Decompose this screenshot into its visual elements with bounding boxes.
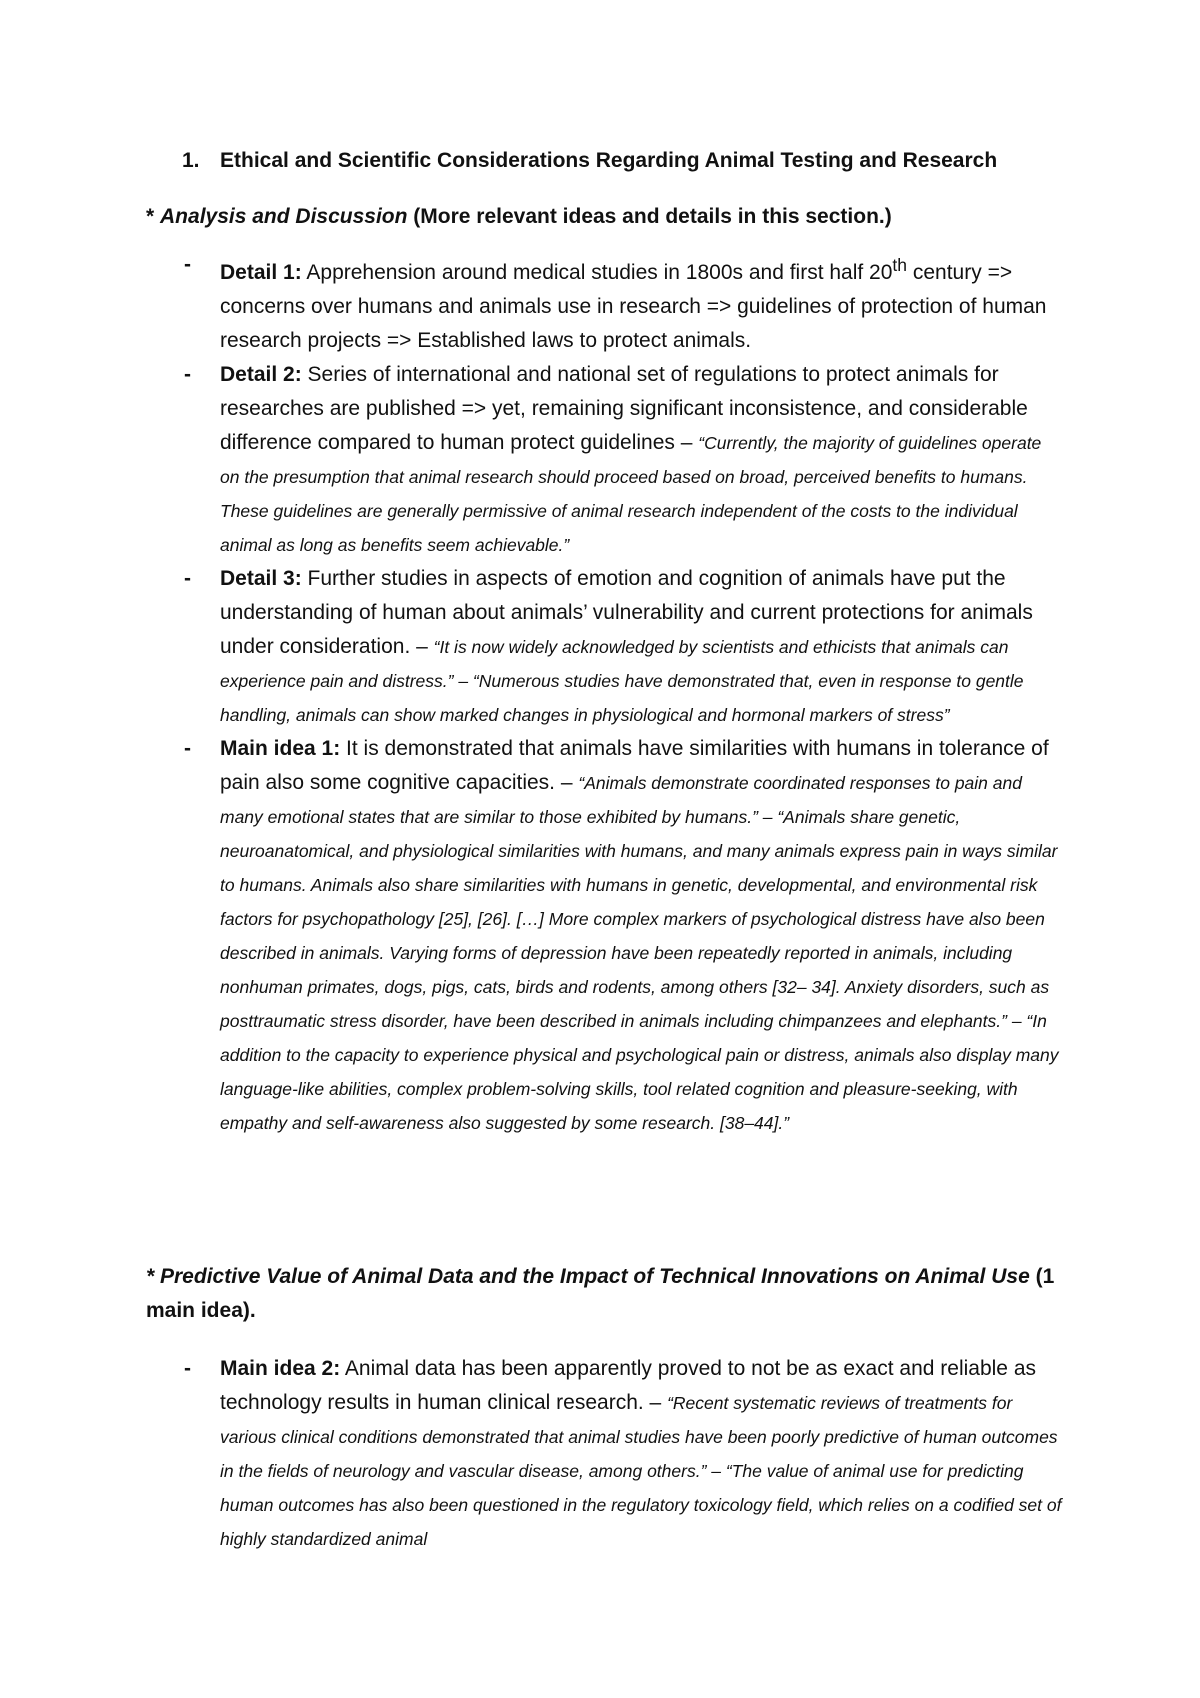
list-item-detail-3 <box>184 562 1064 732</box>
item-text: It is demonstrated that animals have similarities with humans in tolerance of pain also some cognitive capacities. – <box>220 737 1049 794</box>
list-item-detail-2 <box>184 358 1064 562</box>
bullet-dash: - <box>184 363 191 386</box>
item-text: Apprehension around medical studies in 1800s and first half 20 <box>301 261 893 284</box>
item-text: Series of international and national set of regulations to protect animals for researches are published => yet, remaining significant inconsistence, and considerable difference compared to human protect guidelines – <box>220 363 1028 454</box>
list-item-detail-1 <box>184 248 1064 358</box>
section-heading-predictive-value <box>146 1260 1076 1328</box>
ordinal-superscript: th <box>892 255 908 275</box>
list-item-main-idea-1 <box>184 732 1064 1140</box>
item-label: Detail 3: <box>220 567 302 590</box>
document-title <box>182 146 997 176</box>
item-label: Main idea 2: <box>220 1357 341 1380</box>
item-quote: “Currently, the majority of guidelines operate on the presumption that animal research should proceed based on broad, perceived benefits to humans. These guidelines are generally permissive of animal research independent of the costs to the individual animal as long as benefits seem achievable.” <box>220 433 1042 555</box>
item-text: Further studies in aspects of emotion and cognition of animals have put the understanding of human about animals’ vulnerability and current protections for animals under consideration. – <box>220 567 1033 658</box>
section1-title-rest: (More relevant ideas and details in this section.) <box>407 205 892 228</box>
section1-star: * <box>146 205 161 228</box>
bullet-dash: - <box>184 567 191 590</box>
bullet-dash: - <box>184 1357 191 1380</box>
section1-title-italic: Analysis and Discussion <box>160 205 408 228</box>
item-label: Main idea 1: <box>220 737 341 760</box>
item-label: Detail 2: <box>220 363 302 386</box>
heading-number: 1. <box>182 149 200 172</box>
item-text-cont: century => concerns over humans and animals use in research => guidelines of protection of human research projects => Established laws to protect animals. <box>220 261 1047 352</box>
item-quote: “Animals demonstrate coordinated responses to pain and many emotional states that are similar to those exhibited by humans.” – “Animals share genetic, neuroanatomical, and physiological similarities with humans, and many animals express pain in ways similar to humans. Animals also share similarities with humans in genetic, developmental, and environmental risk factors for psychopathology [25], [26]. […] More complex markers of psychological distress have also been described in animals. Varying forms of depression have been repeatedly reported in animals, including nonhuman primates, dogs, pigs, cats, birds and rodents, among others [32– 34]. Anxiety disorders, such as posttraumatic stress disorder, have been described in animals including chimpanzees and elephants.” – “In addition to the capacity to experience physical and psychological pain or distress, animals also display many language-like abilities, complex problem-solving skills, tool related cognition and pleasure-seeking, with empathy and self-awareness also suggested by some research. [38–44].” <box>220 773 1059 1133</box>
analysis-list <box>184 248 1064 1140</box>
item-quote: “It is now widely acknowledged by scientists and ethicists that animals can experience pain and distress.” – “Numerous studies have demonstrated that, even in response to gentle handling, animals can show marked changes in physiological and hormonal markers of stress” <box>220 637 1024 725</box>
item-quote: “Recent systematic reviews of treatments for various clinical conditions demonstrated that animal studies have been poorly predictive of human outcomes in the fields of neurology and vascular disease, among others.” – “The value of animal use for predicting human outcomes has also been questioned in the regulatory toxicology field, which relies on a codified set of highly standardized animal <box>220 1393 1062 1549</box>
section-heading-analysis <box>146 200 1076 234</box>
item-label: Detail 1: <box>220 261 302 284</box>
bullet-dash: - <box>184 737 191 760</box>
item-text: Animal data has been apparently proved to not be as exact and reliable as technology results in human clinical research. – <box>220 1357 1037 1414</box>
predictive-list <box>184 1352 1064 1556</box>
list-item-main-idea-2 <box>184 1352 1064 1556</box>
section2-title-rest: (1 main idea). <box>146 1265 1055 1322</box>
bullet-dash: - <box>184 253 191 276</box>
heading-title-text: Ethical and Scientific Considerations Regarding Animal Testing and Research <box>220 149 998 172</box>
section2-title-italic: * Predictive Value of Animal Data and the Impact of Technical Innovations on Animal Use <box>146 1265 1030 1288</box>
